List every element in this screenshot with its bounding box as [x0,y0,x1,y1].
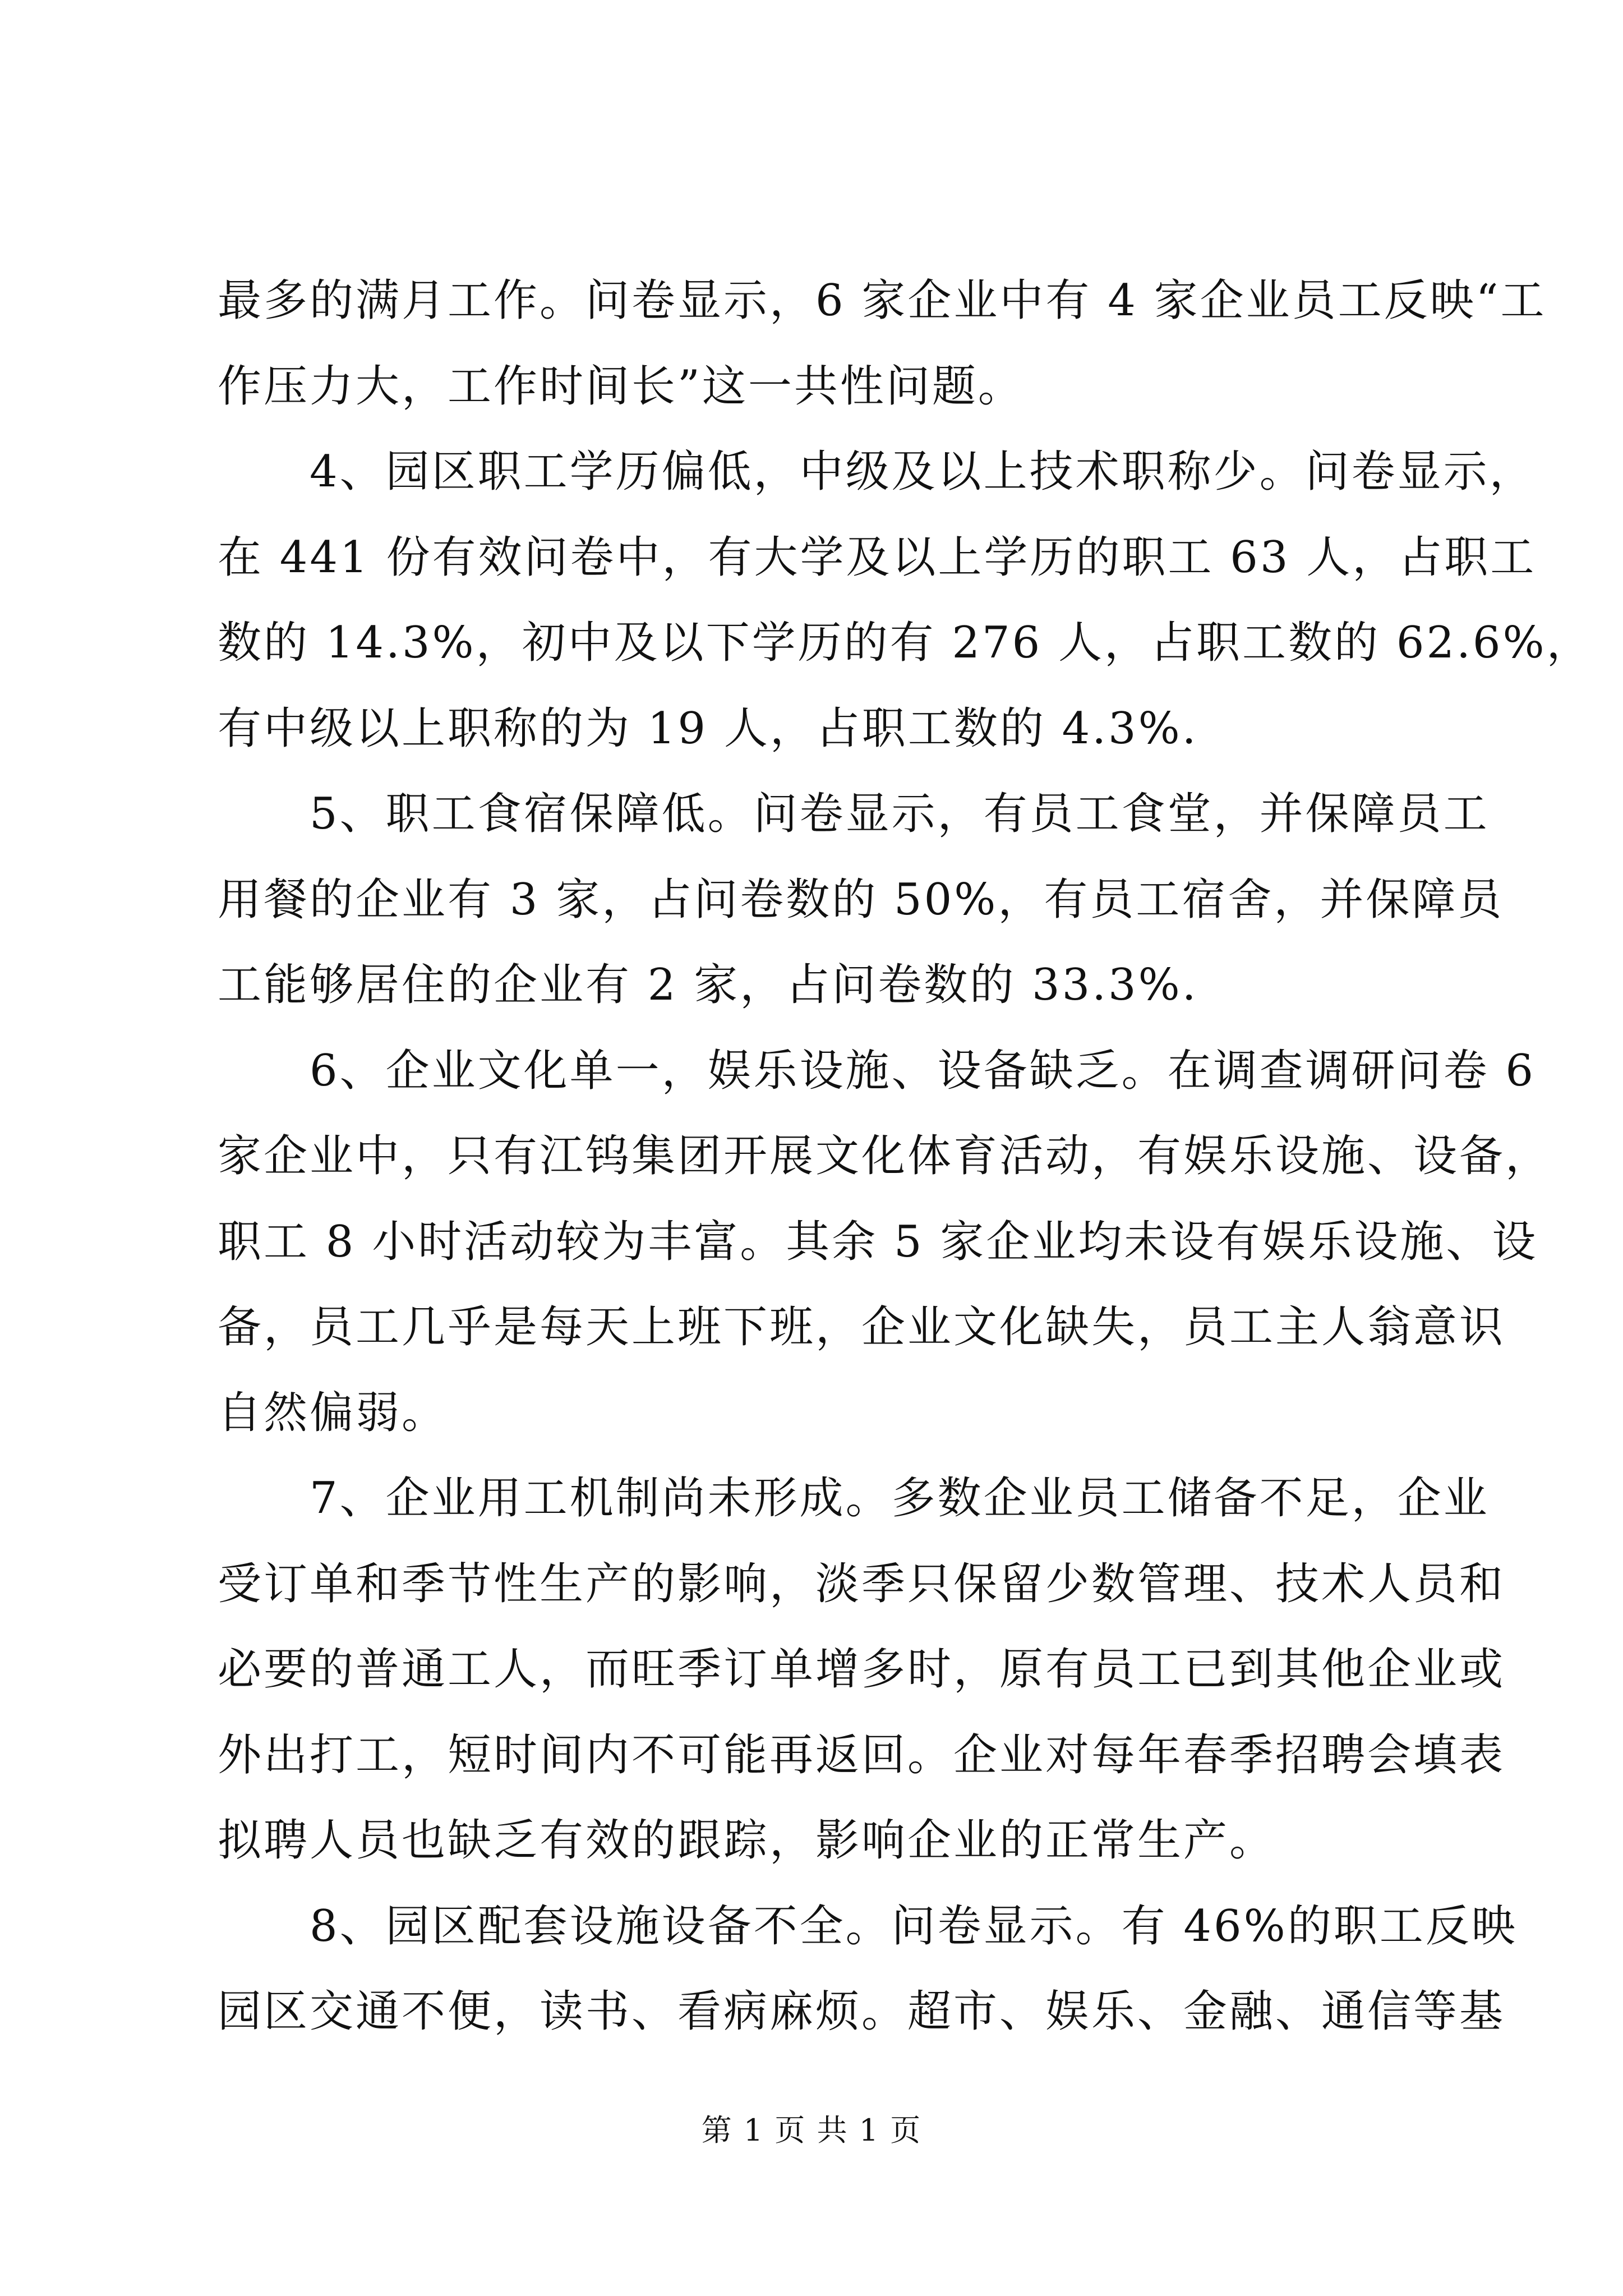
paragraph-item-6 [218,1028,1552,1456]
text-line: 备，员工几乎是每天上班下班，企业文化缺失，员工主人翁意识 [218,1302,1506,1352]
text-line: 作压力大，工作时间长”这一共性问题。 [218,361,1024,412]
text-line: 7、企业用工机制尚未形成。多数企业员工储备不足，企业 [310,1473,1490,1524]
text-line: 用餐的企业有 3 家，占问卷数的 50%，有员工宿舍，并保障员 [218,874,1504,925]
page-number-label: 第 1 页 共 1 页 [701,2113,922,2148]
paragraph-item-5 [218,771,1504,1028]
body-text [218,258,1593,2055]
text-line: 8、园区配套设施设备不全。问卷显示。有 46%的职工反映 [310,1901,1518,1952]
text-line: 在 441 份有效问卷中，有大学及以上学历的职工 63 人，占职工 [218,532,1537,583]
paragraph-item-4 [218,429,1593,771]
paragraph-continuation [218,258,1547,429]
paragraph-item-7 [218,1456,1506,1884]
text-line: 有中级以上职称的为 19 人，占职工数的 4.3%. [218,703,1198,754]
text-line: 外出打工，短时间内不可能再返回。企业对每年春季招聘会填表 [218,1729,1506,1780]
text-line: 园区交通不便，读书、看病麻烦。超市、娱乐、金融、通信等基 [218,1986,1506,2037]
text-line: 数的 14.3%，初中及以下学历的有 276 人，占职工数的 62.6%， [218,618,1593,668]
text-line: 自然偏弱。 [218,1387,448,1438]
text-line: 职工 8 小时活动较为丰富。其余 5 家企业均未设有娱乐设施、设 [218,1216,1538,1267]
text-line: 受订单和季节性生产的影响，淡季只保留少数管理、技术人员和 [218,1558,1506,1609]
text-line: 4、园区职工学历偏低，中级及以上技术职称少。问卷显示， [310,447,1536,497]
text-line: 工能够居住的企业有 2 家，占问卷数的 33.3%. [218,960,1198,1010]
text-line: 家企业中，只有江钨集团开展文化体育活动，有娱乐设施、设备， [218,1131,1552,1181]
text-line: 6、企业文化单一，娱乐设施、设备缺乏。在调查调研问卷 6 [310,1045,1536,1096]
text-line: 必要的普通工人，而旺季订单增多时，原有员工已到其他企业或 [218,1644,1506,1695]
paragraph-item-8 [218,1884,1518,2055]
page-footer [0,2106,1623,2150]
text-line: 最多的满月工作。问卷显示，6 家企业中有 4 家企业员工反映“工 [218,275,1547,326]
text-line: 5、职工食宿保障低。问卷显示，有员工食堂，并保障员工 [310,789,1490,839]
text-line: 拟聘人员也缺乏有效的跟踪，影响企业的正常生产。 [218,1815,1276,1866]
